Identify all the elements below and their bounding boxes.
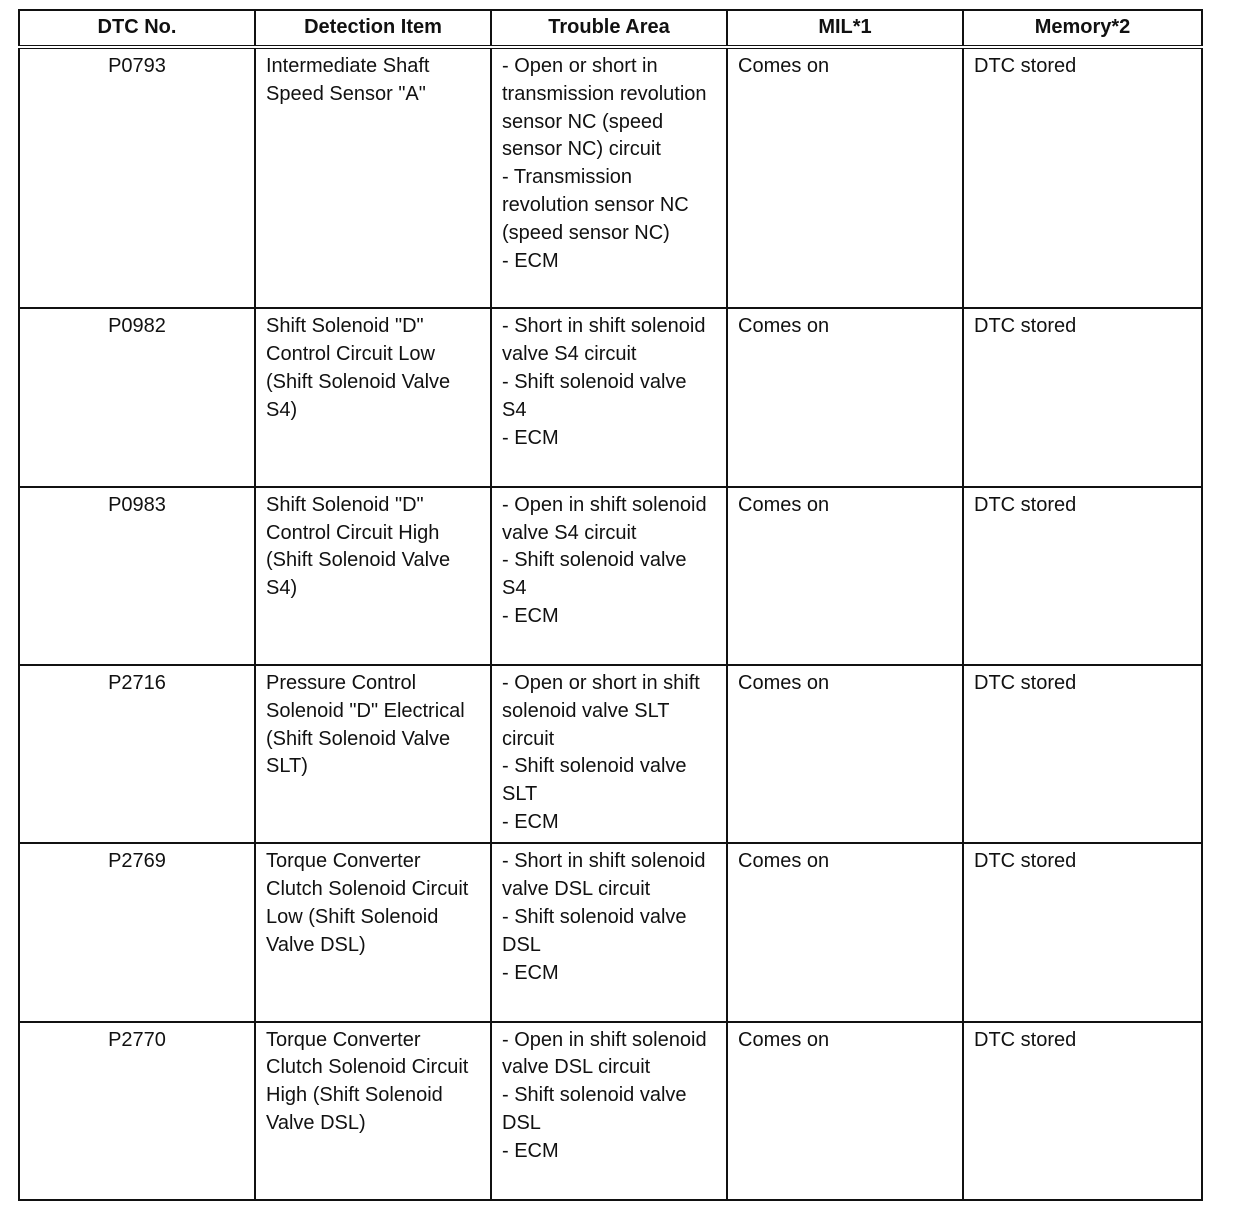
table-row bbox=[19, 665, 1202, 843]
mil-cell: Comes on bbox=[727, 47, 963, 308]
trouble-area-cell: - Open or short in shift solenoid valve SLT circuit - Shift solenoid valve SLT - ECM bbox=[491, 665, 727, 843]
mil-cell: Comes on bbox=[727, 1022, 963, 1200]
table-row bbox=[19, 47, 1202, 308]
header-trouble-area: Trouble Area bbox=[491, 10, 727, 47]
dtc-code-cell: P0983 bbox=[19, 487, 255, 665]
detection-item-cell: Pressure Control Solenoid "D" Electrical (Shift Solenoid Valve SLT) bbox=[255, 665, 491, 843]
header-mil: MIL*1 bbox=[727, 10, 963, 47]
trouble-area-cell: - Short in shift solenoid valve DSL circuit - Shift solenoid valve DSL - ECM bbox=[491, 843, 727, 1021]
header-dtc-no: DTC No. bbox=[19, 10, 255, 47]
dtc-code-cell: P0982 bbox=[19, 308, 255, 486]
trouble-area-cell: - Open or short in transmission revolution sensor NC (speed sensor NC) circuit - Transmission revolution sensor NC (speed sensor NC) - ECM bbox=[491, 47, 727, 308]
mil-cell: Comes on bbox=[727, 308, 963, 486]
memory-cell: DTC stored bbox=[963, 308, 1202, 486]
header-detection-item: Detection Item bbox=[255, 10, 491, 47]
memory-cell: DTC stored bbox=[963, 487, 1202, 665]
detection-item-cell: Shift Solenoid "D" Control Circuit Low (Shift Solenoid Valve S4) bbox=[255, 308, 491, 486]
table-row bbox=[19, 487, 1202, 665]
dtc-code-cell: P2716 bbox=[19, 665, 255, 843]
dtc-code-cell: P2770 bbox=[19, 1022, 255, 1200]
dtc-code-cell: P2769 bbox=[19, 843, 255, 1021]
table-row bbox=[19, 843, 1202, 1021]
mil-cell: Comes on bbox=[727, 665, 963, 843]
table-row bbox=[19, 308, 1202, 486]
detection-item-cell: Torque Converter Clutch Solenoid Circuit High (Shift Solenoid Valve DSL) bbox=[255, 1022, 491, 1200]
mil-cell: Comes on bbox=[727, 843, 963, 1021]
dtc-table bbox=[18, 9, 1203, 1201]
table-header bbox=[19, 10, 1202, 47]
header-row bbox=[19, 10, 1202, 47]
detection-item-cell: Intermediate Shaft Speed Sensor "A" bbox=[255, 47, 491, 308]
trouble-area-cell: - Short in shift solenoid valve S4 circuit - Shift solenoid valve S4 - ECM bbox=[491, 308, 727, 486]
detection-item-cell: Shift Solenoid "D" Control Circuit High (Shift Solenoid Valve S4) bbox=[255, 487, 491, 665]
table-row bbox=[19, 1022, 1202, 1200]
memory-cell: DTC stored bbox=[963, 1022, 1202, 1200]
mil-cell: Comes on bbox=[727, 487, 963, 665]
header-memory: Memory*2 bbox=[963, 10, 1202, 47]
memory-cell: DTC stored bbox=[963, 665, 1202, 843]
memory-cell: DTC stored bbox=[963, 47, 1202, 308]
detection-item-cell: Torque Converter Clutch Solenoid Circuit Low (Shift Solenoid Valve DSL) bbox=[255, 843, 491, 1021]
trouble-area-cell: - Open in shift solenoid valve DSL circuit - Shift solenoid valve DSL - ECM bbox=[491, 1022, 727, 1200]
dtc-code-cell: P0793 bbox=[19, 47, 255, 308]
memory-cell: DTC stored bbox=[963, 843, 1202, 1021]
table-body bbox=[19, 47, 1202, 1200]
trouble-area-cell: - Open in shift solenoid valve S4 circuit - Shift solenoid valve S4 - ECM bbox=[491, 487, 727, 665]
